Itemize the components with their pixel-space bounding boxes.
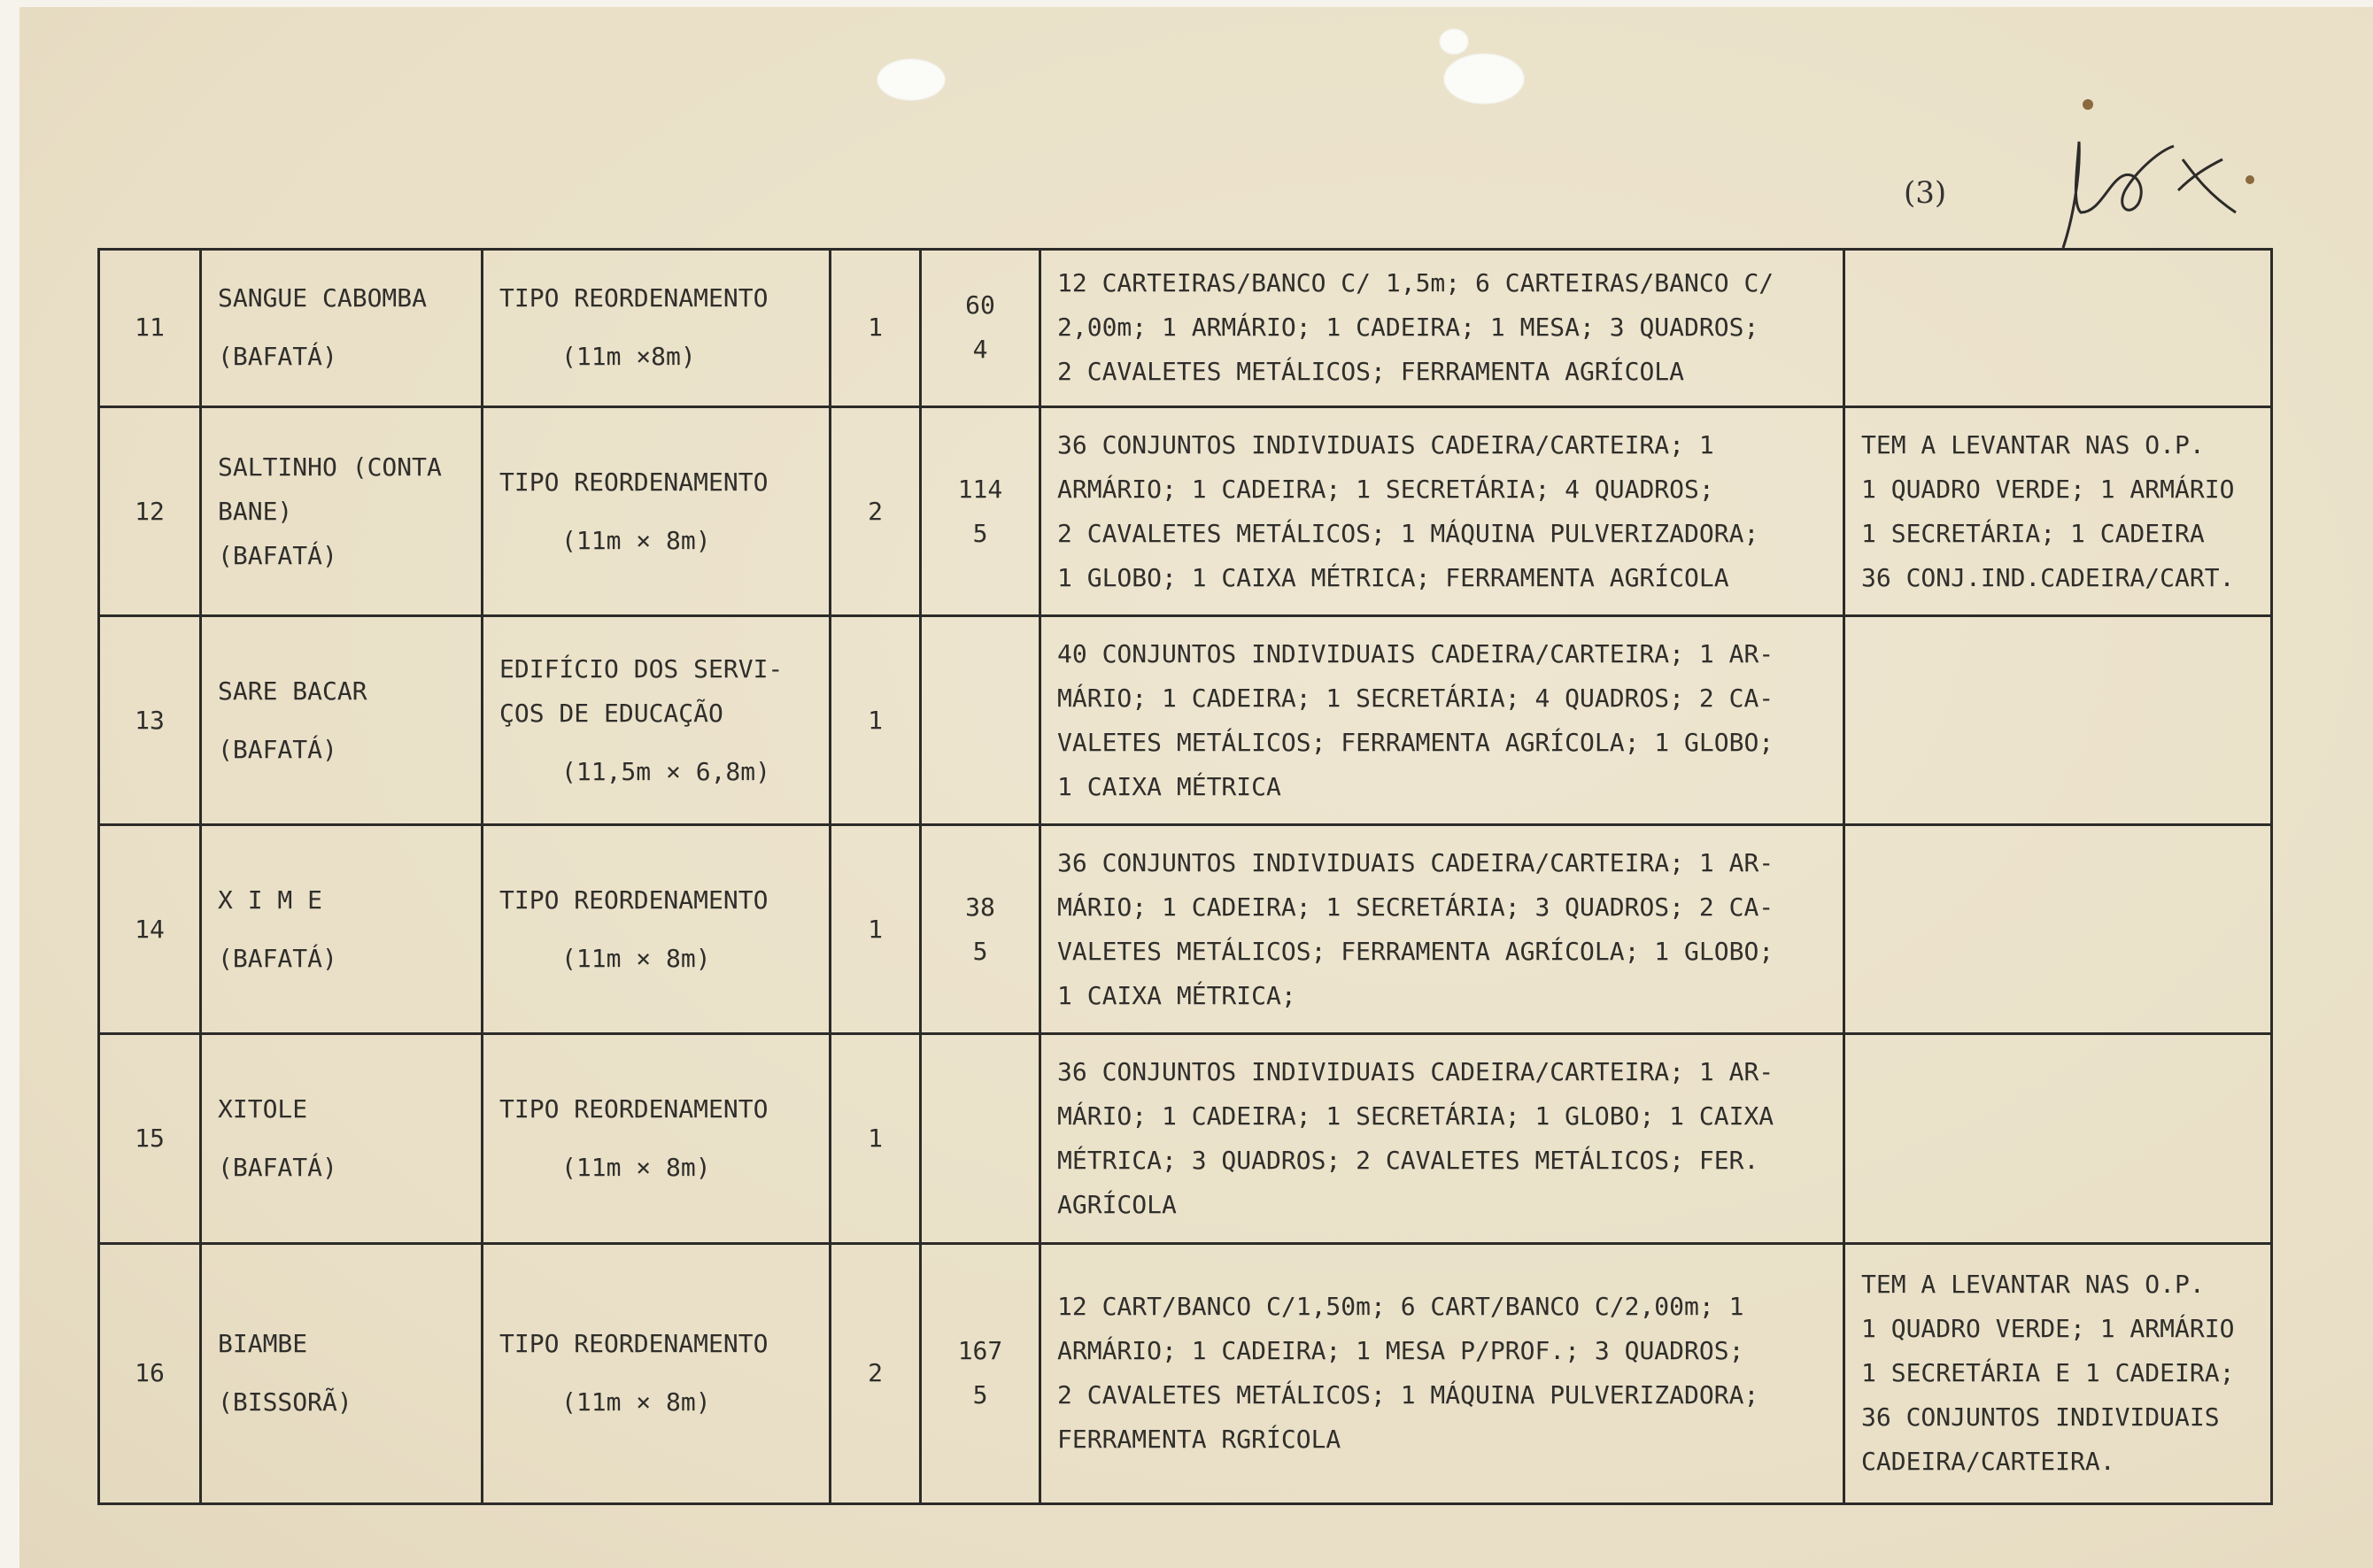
text-line: 1 SECRETÁRIA E 1 CADEIRA; (1861, 1358, 2235, 1388)
observations (1844, 250, 2272, 407)
school-name (201, 250, 483, 407)
text-line: 40 CONJUNTOS INDIVIDUAIS CADEIRA/CARTEIRA; 1 AR- (1057, 638, 1774, 668)
text-line: TIPO REORDENAMENTO (499, 1094, 769, 1124)
text-line: 36 CONJUNTOS INDIVIDUAIS CADEIRA/CARTEIRA; 1 AR- (1057, 847, 1774, 877)
school-name (201, 1034, 483, 1243)
punch-hole-left (877, 58, 946, 101)
room-count: 2 (831, 1243, 921, 1503)
building-type (483, 406, 831, 615)
schools-table (97, 248, 2273, 1505)
equipment-list (1040, 1243, 1844, 1503)
student-count (921, 616, 1040, 825)
text-line: TIPO REORDENAMENTO (499, 1329, 769, 1359)
text-line: 36 CONJUNTOS INDIVIDUAIS (1861, 1402, 2220, 1433)
text-line: SARE BACAR (218, 676, 367, 706)
building-type (483, 1034, 831, 1243)
text-line: MÁRIO; 1 CADEIRA; 1 SECRETÁRIA; 3 QUADROS; 2 CA- (1057, 892, 1774, 922)
text-line: 1 QUADRO VERDE; 1 ARMÁRIO (1861, 474, 2235, 504)
text-line: (11m × 8m) (561, 525, 711, 555)
text-line: FERRAMENTA RGRÍCOLA (1057, 1425, 1341, 1455)
text-line: 1 CAIXA MÉTRICA; (1057, 980, 1296, 1010)
text-line: 5 (972, 936, 988, 966)
observations (1844, 825, 2272, 1034)
room-count: 1 (831, 616, 921, 825)
text-line: BIAMBE (218, 1329, 308, 1359)
text-line: TEM A LEVANTAR NAS O.P. (1861, 429, 2205, 460)
building-type (483, 616, 831, 825)
observations (1844, 406, 2272, 615)
room-count: 1 (831, 250, 921, 407)
text-line: ARMÁRIO; 1 CADEIRA; 1 MESA P/PROF.; 3 QUADROS; (1057, 1336, 1744, 1366)
text-line: SALTINHO (CONTA (218, 452, 442, 482)
room-count: 1 (831, 1034, 921, 1243)
equipment-list (1040, 250, 1844, 407)
text-line: MÉTRICA; 3 QUADROS; 2 CAVALETES METÁLICOS; FER. (1057, 1146, 1759, 1176)
text-line: 36 CONJ.IND.CADEIRA/CART. (1861, 562, 2235, 592)
punch-hole-right (1443, 53, 1525, 104)
handwritten-initials (2037, 106, 2267, 257)
text-line: MÁRIO; 1 CADEIRA; 1 SECRETÁRIA; 1 GLOBO; 1 CAIXA (1057, 1101, 1774, 1132)
room-count: 2 (831, 406, 921, 615)
building-type (483, 1243, 831, 1503)
row-number: 12 (99, 406, 201, 615)
text-line: 2 CAVALETES METÁLICOS; FERRAMENTA AGRÍCOLA (1057, 357, 1685, 387)
page-number: (3) (1904, 175, 1947, 211)
row-number: 13 (99, 616, 201, 825)
text-line: (BAFATÁ) (218, 734, 337, 764)
student-count (921, 825, 1040, 1034)
text-line: 5 (972, 1380, 988, 1410)
table-row (99, 1243, 2272, 1503)
student-count (921, 1243, 1040, 1503)
school-name (201, 1243, 483, 1503)
equipment-list (1040, 1034, 1844, 1243)
text-line: VALETES METÁLICOS; FERRAMENTA AGRÍCOLA; 1 GLOBO; (1057, 727, 1774, 757)
text-line: (11m × 8m) (561, 1153, 711, 1183)
text-line: 2,00m; 1 ARMÁRIO; 1 CADEIRA; 1 MESA; 3 QUADROS; (1057, 313, 1759, 343)
equipment-list (1040, 825, 1844, 1034)
student-count (921, 250, 1040, 407)
table-row (99, 250, 2272, 407)
text-line: BANE) (218, 496, 293, 526)
paper-left-edge (0, 0, 19, 1568)
text-line: CADEIRA/CARTEIRA. (1861, 1447, 2115, 1477)
punch-hole-small (1439, 28, 1469, 55)
text-line: AGRÍCOLA (1057, 1190, 1177, 1220)
observations (1844, 1034, 2272, 1243)
text-line: TEM A LEVANTAR NAS O.P. (1861, 1270, 2205, 1300)
text-line: 167 (957, 1336, 1003, 1366)
text-line: SANGUE CABOMBA (218, 283, 428, 313)
room-count: 1 (831, 825, 921, 1034)
text-line: 1 CAIXA MÉTRICA (1057, 771, 1281, 801)
building-type (483, 825, 831, 1034)
table-row (99, 1034, 2272, 1243)
row-number: 14 (99, 825, 201, 1034)
school-name (201, 406, 483, 615)
text-line: (BISSORÃ) (218, 1387, 352, 1417)
student-count (921, 406, 1040, 615)
paper-top-edge (0, 0, 2373, 7)
text-line: (11m × 8m) (561, 1387, 711, 1417)
table-row (99, 825, 2272, 1034)
text-line: 5 (972, 518, 988, 548)
text-line: (BAFATÁ) (218, 342, 337, 372)
text-line: 1 QUADRO VERDE; 1 ARMÁRIO (1861, 1314, 2235, 1344)
text-line: (BAFATÁ) (218, 943, 337, 973)
student-count (921, 1034, 1040, 1243)
observations (1844, 1243, 2272, 1503)
text-line: 36 CONJUNTOS INDIVIDUAIS CADEIRA/CARTEIRA; 1 (1057, 429, 1714, 460)
text-line: MÁRIO; 1 CADEIRA; 1 SECRETÁRIA; 4 QUADROS; 2 CA- (1057, 683, 1774, 713)
text-line: 1 GLOBO; 1 CAIXA MÉTRICA; FERRAMENTA AGRÍCOLA (1057, 562, 1729, 592)
school-name (201, 825, 483, 1034)
row-number: 11 (99, 250, 201, 407)
building-type (483, 250, 831, 407)
text-line: ARMÁRIO; 1 CADEIRA; 1 SECRETÁRIA; 4 QUADROS; (1057, 474, 1714, 504)
observations (1844, 616, 2272, 825)
text-line: 36 CONJUNTOS INDIVIDUAIS CADEIRA/CARTEIRA; 1 AR- (1057, 1057, 1774, 1087)
table-row (99, 406, 2272, 615)
text-line: 2 CAVALETES METÁLICOS; 1 MÁQUINA PULVERIZADORA; (1057, 1380, 1759, 1410)
text-line: (11m × 8m) (561, 943, 711, 973)
text-line: TIPO REORDENAMENTO (499, 283, 769, 313)
text-line: 4 (972, 335, 988, 365)
text-line: 114 (957, 474, 1003, 504)
row-number: 16 (99, 1243, 201, 1503)
text-line: XITOLE (218, 1094, 308, 1124)
text-line: ÇOS DE EDUCAÇÃO (499, 698, 723, 728)
text-line: (BAFATÁ) (218, 1153, 337, 1183)
text-line: 38 (965, 892, 995, 922)
equipment-list (1040, 406, 1844, 615)
equipment-list (1040, 616, 1844, 825)
text-line: TIPO REORDENAMENTO (499, 467, 769, 497)
text-line: 60 (965, 290, 995, 321)
text-line: X I M E (218, 884, 323, 915)
text-line: 2 CAVALETES METÁLICOS; 1 MÁQUINA PULVERIZADORA; (1057, 518, 1759, 548)
text-line: (11,5m × 6,8m) (561, 756, 771, 786)
text-line: 12 CART/BANCO C/1,50m; 6 CART/BANCO C/2,00m; 1 (1057, 1292, 1744, 1322)
text-line: TIPO REORDENAMENTO (499, 884, 769, 915)
text-line: (11m ×8m) (561, 342, 696, 372)
text-line: 1 SECRETÁRIA; 1 CADEIRA (1861, 518, 2205, 548)
text-line: EDIFÍCIO DOS SERVI- (499, 653, 784, 684)
text-line: VALETES METÁLICOS; FERRAMENTA AGRÍCOLA; 1 GLOBO; (1057, 936, 1774, 966)
table-row (99, 616, 2272, 825)
row-number: 15 (99, 1034, 201, 1243)
text-line: (BAFATÁ) (218, 540, 337, 570)
school-name (201, 616, 483, 825)
text-line: 12 CARTEIRAS/BANCO C/ 1,5m; 6 CARTEIRAS/BANCO C/ (1057, 268, 1774, 298)
